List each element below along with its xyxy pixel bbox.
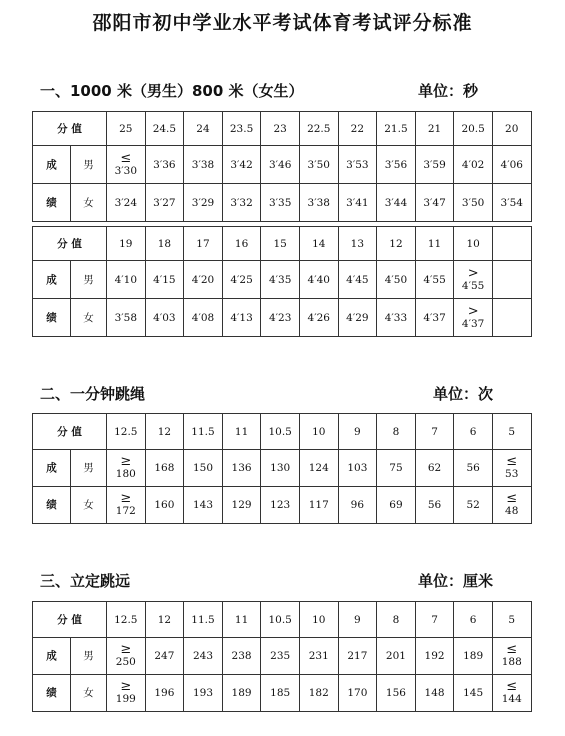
score-header-cell: 10 (299, 602, 338, 638)
male-value: 130 (270, 462, 291, 474)
female-value-cell (261, 184, 300, 222)
female-value-cell (222, 299, 261, 337)
score-header-cell: 9 (338, 602, 377, 638)
male-value-cell (107, 261, 146, 299)
score-header-cell: 21.5 (377, 112, 416, 146)
male-value-cell (261, 146, 300, 184)
male-value: 124 (308, 462, 329, 474)
female-value: 129 (231, 499, 252, 511)
female-value: 3′35 (268, 196, 292, 209)
male-value-cell (145, 146, 184, 184)
female-value: 4′33 (384, 311, 408, 324)
comparison-symbol: ≥ (120, 454, 132, 469)
page-title: 邵阳市初中学业水平考试体育考试评分标准 (92, 12, 473, 34)
score-header-cell: 24 (184, 112, 223, 146)
male-value-cell (261, 261, 300, 299)
male-label: 男 (71, 450, 107, 487)
male-value: 3′42 (230, 158, 253, 171)
score-label: 分 值 (33, 414, 107, 450)
male-value-cell (377, 261, 416, 299)
female-value-cell (454, 184, 493, 222)
score-header-cell: 5 (492, 414, 531, 450)
female-value-cell (492, 487, 531, 524)
comparison-symbol: ≥ (120, 642, 132, 657)
comparison-symbol: ≤ (506, 454, 518, 469)
comparison-symbol: ≥ (120, 679, 132, 694)
female-value-cell (377, 487, 416, 524)
male-value-cell (454, 146, 493, 184)
female-value: 199 (115, 693, 136, 705)
score-header-cell: 20.5 (454, 112, 493, 146)
female-value-cell (145, 184, 184, 222)
male-label: 男 (71, 638, 107, 675)
male-value-cell (338, 450, 377, 487)
male-value-cell (261, 450, 300, 487)
male-value: 3′53 (346, 158, 369, 171)
male-value: 250 (115, 656, 136, 668)
male-value: 4′40 (307, 273, 330, 286)
male-value: 188 (501, 656, 522, 668)
score-header-cell: 6 (454, 414, 493, 450)
female-value: 117 (308, 499, 329, 511)
female-value: 48 (505, 505, 519, 517)
female-value-cell (261, 487, 300, 524)
female-value: 3′32 (230, 196, 253, 209)
female-value-cell (415, 184, 454, 222)
female-value-cell (377, 184, 416, 222)
grade-label-top: 成 (33, 261, 71, 299)
male-value: 201 (385, 650, 406, 662)
female-value: 143 (192, 499, 213, 511)
male-value-cell (222, 638, 261, 675)
female-value: 148 (424, 687, 445, 699)
female-value-cell (184, 487, 223, 524)
male-value: 4′55 (461, 279, 485, 292)
score-header-cell: 23.5 (222, 112, 261, 146)
male-value: 189 (463, 650, 484, 662)
score-header-cell: 10 (299, 414, 338, 450)
female-value: 193 (192, 687, 213, 699)
female-value-cell (299, 487, 338, 524)
female-value: 56 (427, 499, 442, 511)
comparison-symbol: > (467, 265, 479, 281)
comparison-symbol: ≤ (506, 491, 518, 506)
female-value-cell (145, 299, 184, 337)
female-value: 3′41 (346, 196, 369, 209)
male-value-cell (492, 146, 531, 184)
male-value: 4′10 (114, 273, 138, 286)
female-value-cell (299, 675, 338, 712)
male-value: 217 (347, 650, 368, 662)
score-header-cell: 10.5 (261, 602, 300, 638)
male-value: 3′46 (268, 158, 292, 171)
run-table-1 (32, 111, 532, 222)
score-header-cell: 8 (377, 414, 416, 450)
male-value-cell (222, 146, 261, 184)
female-value: 3′47 (423, 196, 446, 209)
male-value: 238 (231, 650, 252, 662)
female-value-cell (377, 299, 416, 337)
female-value-cell (454, 487, 493, 524)
score-header-cell: 25 (107, 112, 146, 146)
grade-label-bottom: 绩 (33, 184, 71, 222)
male-value: 243 (192, 650, 213, 662)
female-value-cell (338, 184, 377, 222)
score-header-cell: 9 (338, 414, 377, 450)
female-label: 女 (71, 299, 107, 337)
score-header-cell: 10.5 (261, 414, 300, 450)
female-value-cell (261, 299, 300, 337)
score-header-cell: 7 (415, 602, 454, 638)
male-value-cell (107, 450, 146, 487)
section1-unit: 单位：秒 (418, 82, 479, 100)
male-value-cell (222, 450, 261, 487)
jump-table (32, 601, 532, 712)
grade-label-bottom: 绩 (33, 299, 71, 337)
female-value-cell (107, 487, 146, 524)
male-value: 75 (389, 462, 403, 474)
female-value: 4′13 (230, 311, 253, 324)
female-value: 3′24 (114, 196, 138, 209)
score-header-cell: 11.5 (184, 602, 223, 638)
male-label: 男 (71, 146, 107, 184)
male-value: 3′36 (153, 158, 176, 171)
male-value-cell (299, 638, 338, 675)
male-value: 136 (231, 462, 252, 474)
section3-heading: 三、立定跳远 (40, 572, 131, 590)
grade-label-top: 成 (33, 638, 71, 675)
female-value-cell (222, 487, 261, 524)
score-header-cell: 13 (338, 227, 377, 261)
female-label: 女 (71, 184, 107, 222)
male-value: 4′02 (461, 158, 485, 171)
female-value: 4′08 (191, 311, 215, 324)
female-label: 女 (71, 487, 107, 524)
female-value-cell (184, 184, 223, 222)
score-header-cell: 19 (107, 227, 146, 261)
score-header-cell: 14 (299, 227, 338, 261)
female-value: 3′27 (153, 196, 176, 209)
female-value-cell (299, 299, 338, 337)
male-value-cell (299, 450, 338, 487)
score-label: 分 值 (33, 112, 107, 146)
male-value-cell (145, 638, 184, 675)
female-value: 145 (463, 687, 484, 699)
male-value-cell (377, 638, 416, 675)
male-value-cell (184, 450, 223, 487)
female-value-cell (184, 675, 223, 712)
score-header-cell: 12 (377, 227, 416, 261)
male-value-cell (184, 638, 223, 675)
female-value-cell (338, 675, 377, 712)
male-value: 56 (466, 462, 480, 474)
comparison-symbol: ≤ (506, 679, 518, 694)
female-value: 52 (466, 499, 480, 511)
male-value: 235 (270, 650, 291, 662)
score-header-cell: 12 (145, 602, 184, 638)
section3-unit: 单位：厘米 (418, 572, 494, 590)
male-value-cell (377, 450, 416, 487)
female-value: 4′37 (423, 311, 446, 324)
comparison-symbol: ≥ (120, 491, 132, 506)
female-value: 182 (308, 687, 329, 699)
male-value: 247 (154, 650, 175, 662)
male-value: 4′25 (230, 273, 253, 286)
female-value: 156 (385, 687, 406, 699)
score-header-cell: 12.5 (107, 414, 146, 450)
score-label: 分 值 (33, 227, 107, 261)
comparison-symbol: > (467, 303, 479, 319)
male-value-cell (454, 450, 493, 487)
score-header-cell: 11 (222, 414, 261, 450)
male-value-cell (415, 261, 454, 299)
male-value-cell (184, 146, 223, 184)
female-value: 144 (501, 693, 522, 705)
female-value-cell (299, 184, 338, 222)
score-header-cell: 10 (454, 227, 493, 261)
female-value: 3′29 (191, 196, 215, 209)
female-value: 3′50 (461, 196, 485, 209)
section1-heading: 一、1000 米（男生）800 米（女生） (40, 82, 304, 100)
male-value-cell (261, 638, 300, 675)
female-value: 69 (389, 499, 403, 511)
male-value: 168 (154, 462, 175, 474)
female-value: 4′23 (268, 311, 292, 324)
male-value: 53 (505, 468, 519, 480)
female-value: 170 (347, 687, 368, 699)
male-value: 4′55 (423, 273, 446, 286)
grade-label-top: 成 (33, 450, 71, 487)
male-value-cell (299, 146, 338, 184)
score-header-cell: 11 (222, 602, 261, 638)
female-value: 96 (350, 499, 365, 511)
male-value-cell (415, 146, 454, 184)
male-value-cell (299, 261, 338, 299)
score-header-cell: 22 (338, 112, 377, 146)
male-value: 4′50 (384, 273, 408, 286)
grade-label-bottom: 绩 (33, 487, 71, 524)
female-value: 189 (231, 687, 252, 699)
score-header-cell: 12.5 (107, 602, 146, 638)
male-value: 3′56 (384, 158, 408, 171)
female-value: 4′29 (346, 311, 369, 324)
male-value-cell (145, 450, 184, 487)
female-value-cell (145, 675, 184, 712)
female-value-cell (338, 487, 377, 524)
score-header-cell: 16 (222, 227, 261, 261)
male-value-cell (107, 638, 146, 675)
male-value-cell (454, 638, 493, 675)
female-value-cell (107, 184, 146, 222)
score-header-cell: 21 (415, 112, 454, 146)
empty-cell (492, 227, 531, 261)
female-value: 3′58 (114, 311, 138, 324)
grade-label-top: 成 (33, 146, 71, 184)
male-value-cell (415, 638, 454, 675)
female-value-cell (107, 675, 146, 712)
score-header-cell: 11 (415, 227, 454, 261)
male-value: 103 (347, 462, 368, 474)
male-value-cell (338, 638, 377, 675)
score-header-cell: 20 (492, 112, 531, 146)
grade-label-bottom: 绩 (33, 675, 71, 712)
female-value-cell (145, 487, 184, 524)
score-header-cell: 23 (261, 112, 300, 146)
female-value-cell (492, 184, 531, 222)
female-value: 4′37 (461, 317, 485, 330)
female-value-cell (338, 299, 377, 337)
male-value-cell (184, 261, 223, 299)
female-value-cell (222, 675, 261, 712)
male-value-cell (107, 146, 146, 184)
male-value: 3′30 (114, 164, 138, 177)
male-value-cell (222, 261, 261, 299)
male-label: 男 (71, 261, 107, 299)
female-value-cell (454, 299, 493, 337)
male-value-cell (338, 261, 377, 299)
male-value: 180 (115, 468, 136, 480)
score-header-cell: 15 (261, 227, 300, 261)
male-value: 3′38 (191, 158, 215, 171)
male-value: 4′06 (500, 158, 523, 171)
empty-cell (492, 261, 531, 299)
score-header-cell: 17 (184, 227, 223, 261)
male-value: 150 (192, 462, 213, 474)
male-value: 4′15 (153, 273, 176, 286)
score-header-cell: 22.5 (299, 112, 338, 146)
male-value: 4′35 (268, 273, 292, 286)
female-value-cell (415, 487, 454, 524)
female-value: 4′03 (153, 311, 176, 324)
female-value: 4′26 (307, 311, 330, 324)
comparison-symbol: ≤ (506, 642, 518, 657)
female-value: 160 (154, 499, 175, 511)
section2-heading: 二、一分钟跳绳 (40, 385, 146, 403)
female-value-cell (492, 675, 531, 712)
comparison-symbol: ≤ (120, 150, 132, 166)
female-value: 172 (115, 505, 136, 517)
female-label: 女 (71, 675, 107, 712)
rope-table (32, 413, 532, 524)
male-value-cell (145, 261, 184, 299)
empty-cell (492, 299, 531, 337)
run-table-2 (32, 226, 532, 337)
female-value-cell (107, 299, 146, 337)
score-header-cell: 12 (145, 414, 184, 450)
male-value-cell (492, 450, 531, 487)
female-value-cell (454, 675, 493, 712)
score-header-cell: 24.5 (145, 112, 184, 146)
male-value-cell (454, 261, 493, 299)
female-value-cell (222, 184, 261, 222)
male-value: 4′45 (346, 273, 369, 286)
score-header-cell: 11.5 (184, 414, 223, 450)
female-value: 3′44 (384, 196, 408, 209)
male-value-cell (415, 450, 454, 487)
female-value-cell (377, 675, 416, 712)
female-value: 196 (154, 687, 175, 699)
score-header-cell: 5 (492, 602, 531, 638)
section2-unit: 单位：次 (433, 385, 494, 403)
male-value: 3′50 (307, 158, 330, 171)
male-value-cell (492, 638, 531, 675)
score-header-cell: 6 (454, 602, 493, 638)
female-value: 185 (270, 687, 291, 699)
score-header-cell: 8 (377, 602, 416, 638)
male-value: 3′59 (423, 158, 446, 171)
female-value: 3′38 (307, 196, 330, 209)
male-value-cell (377, 146, 416, 184)
female-value-cell (261, 675, 300, 712)
male-value: 192 (424, 650, 445, 662)
score-label: 分 值 (33, 602, 107, 638)
male-value: 4′20 (191, 273, 215, 286)
male-value-cell (338, 146, 377, 184)
score-header-cell: 18 (145, 227, 184, 261)
female-value-cell (415, 675, 454, 712)
male-value: 231 (308, 650, 329, 662)
score-header-cell: 7 (415, 414, 454, 450)
male-value: 62 (427, 462, 442, 474)
female-value: 123 (270, 499, 291, 511)
female-value-cell (184, 299, 223, 337)
female-value: 3′54 (500, 196, 523, 209)
female-value-cell (415, 299, 454, 337)
